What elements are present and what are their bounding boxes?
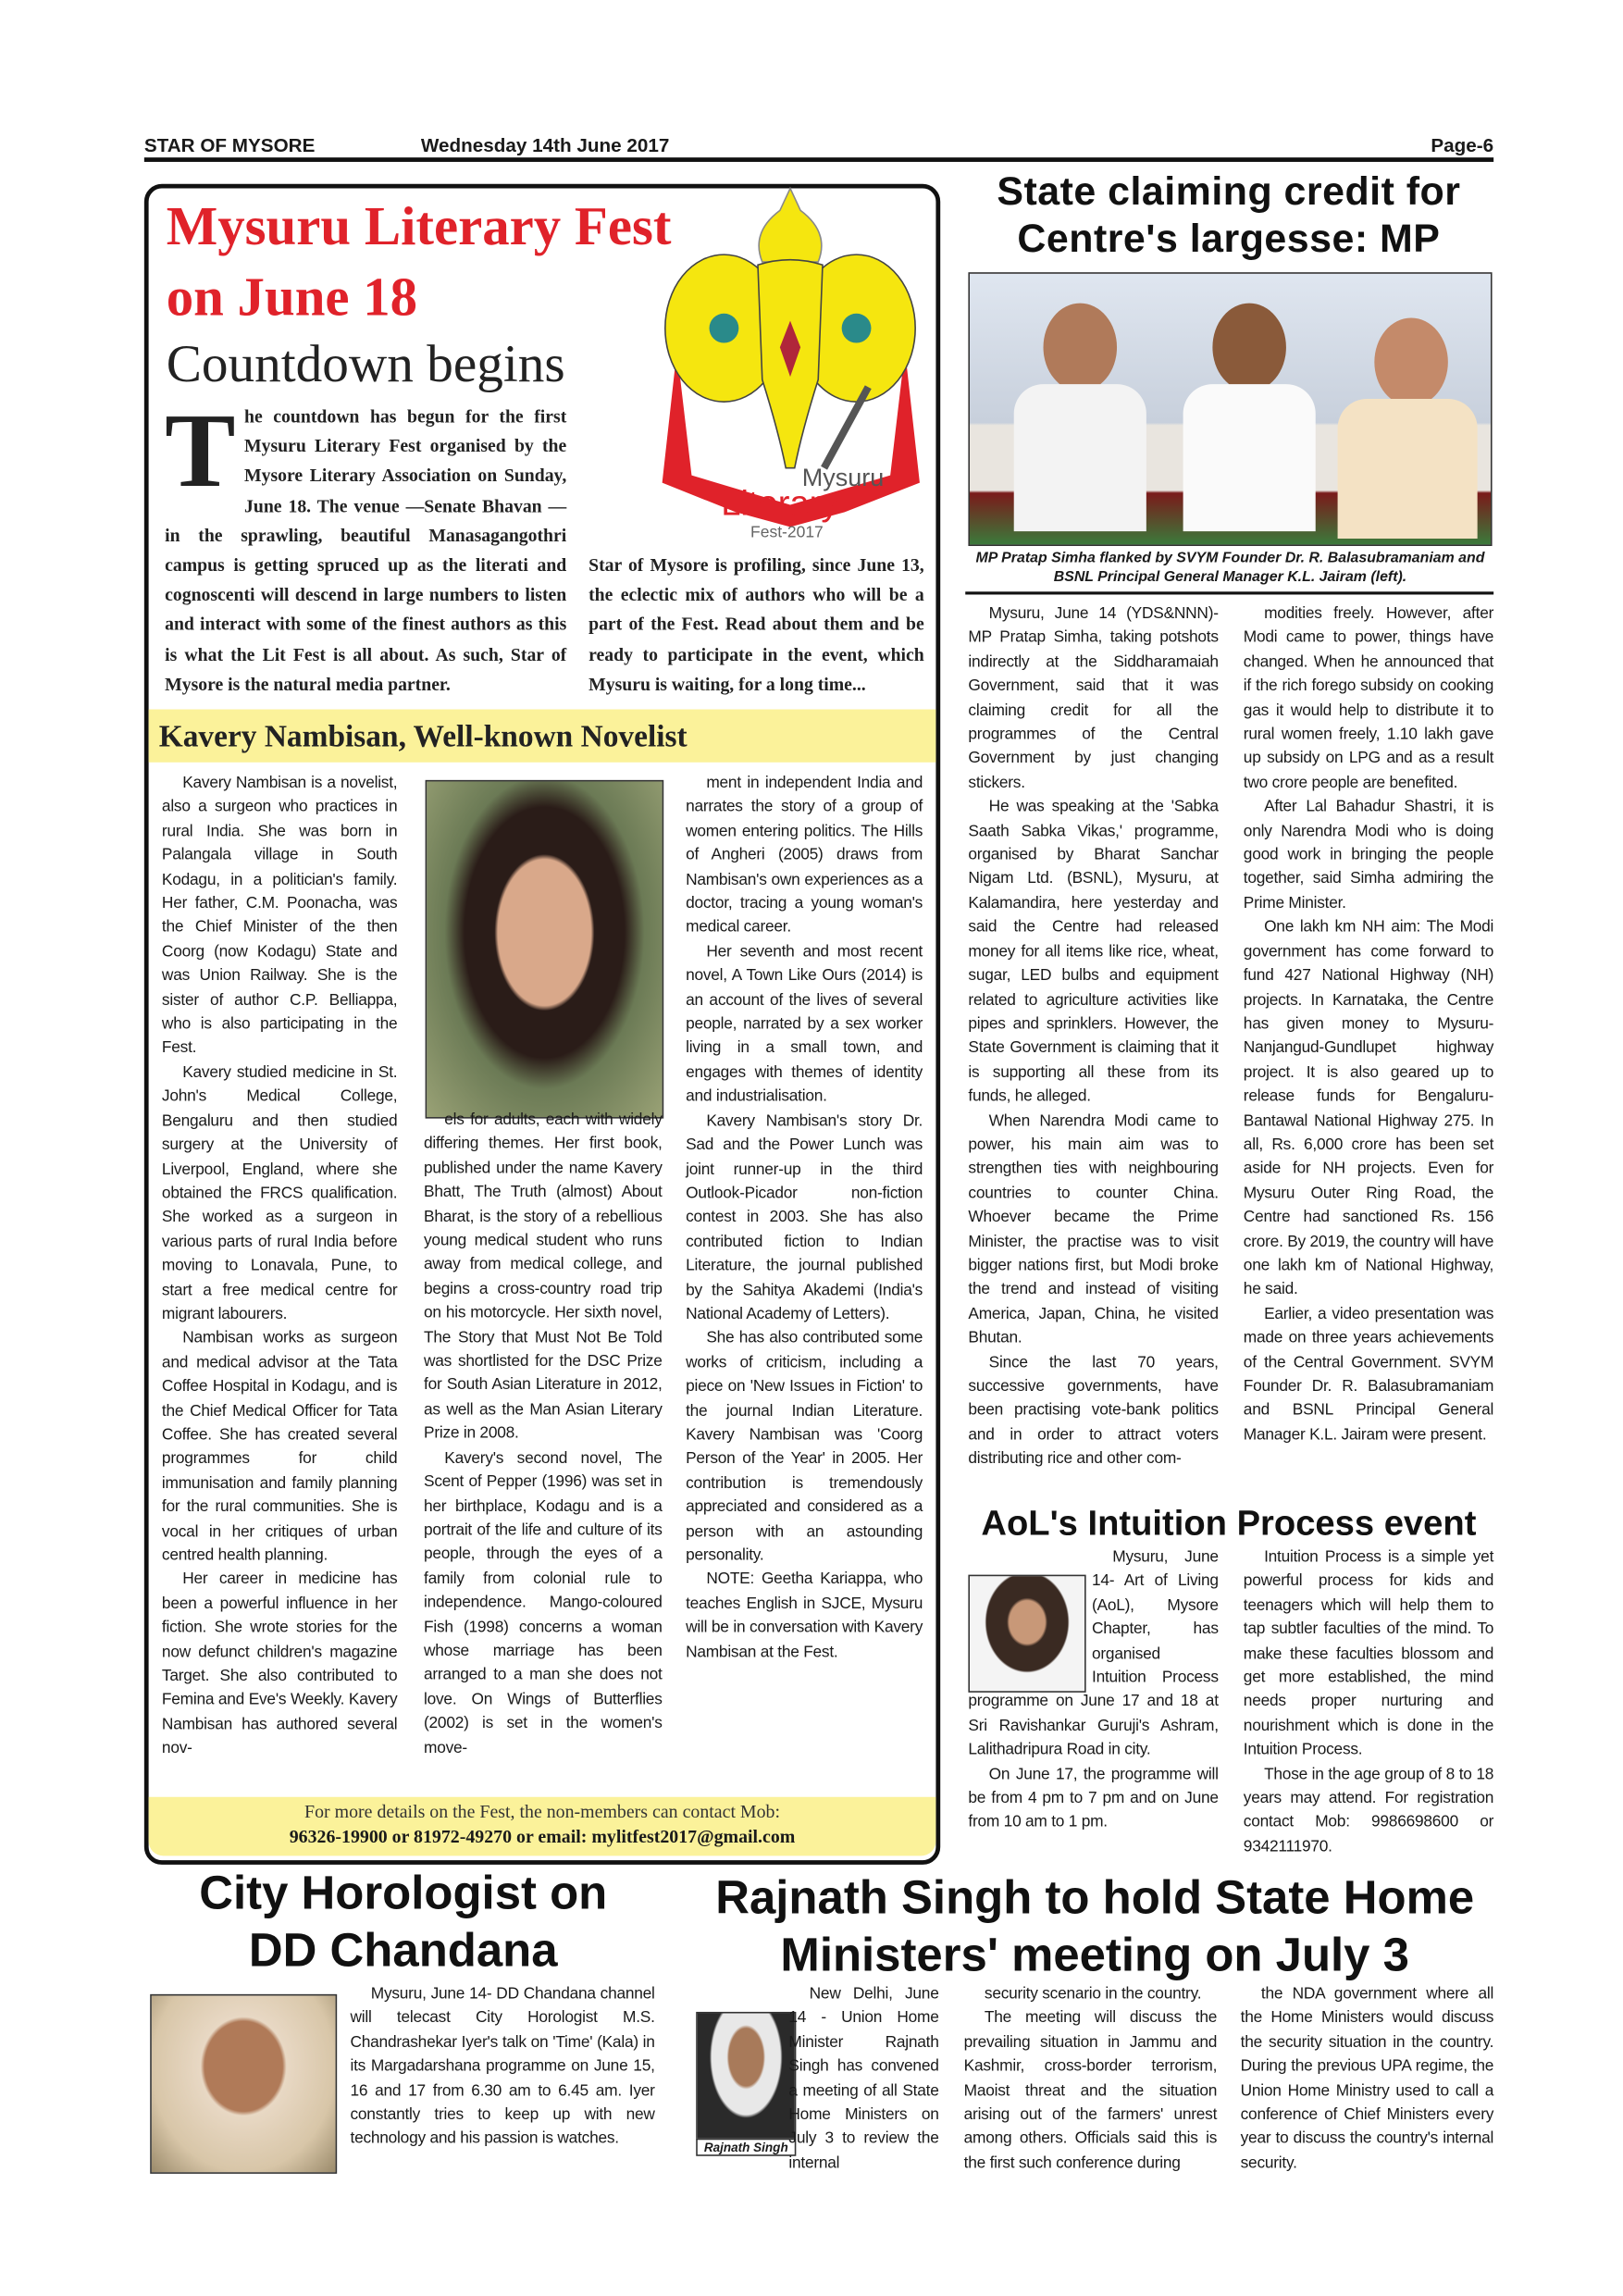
paragraph: Mysuru, June 14 (YDS&NNN)- MP Pratap Simha, taking potshots indirectly at the Siddharamaiah Government, said that it was claiming credit for all the programmes of the Central Government by just changing stickers.	[968, 604, 1219, 792]
paragraph: Mysuru, June 14- DD Chandana channel will telecast City Horologist M.S. Chandrashekar Iyer's talk on 'Time' (Kala) in its Margadarshana programme on June 15, 16 and 17 from 6.30 am to 6.45 am. Iyer constantly tries to keep up with new technology and his passion is watches.	[350, 1985, 655, 2148]
mp-col1	[968, 602, 1218, 1471]
litfest-intro-col1: The countdown has begun for the first Mysuru Literary Fest organised by the Mysore Literary Association on Sunday, June 18. The venue —Senate Bhavan — in the sprawling, beautiful Manasagangothri campus is getting spruced up as the literati and cognoscenti will descend in large numbers to listen and interact with some of the finest authors as this is what the Lit Fest is all about. As such, Star of Mysore is the natural media partner.	[165, 391, 567, 695]
paragraph: Kavery's second novel, The Scent of Pepper (1996) was set in her birthplace, Kodagu and is a portrait of the life and culture of its people, through the eyes of a family from colonial rule to independence. Mango-coloured Fish (1998) concerns a woman whose marriage has been arranged to a man she does not love. On Wings of Butterflies (2002) is set in the women's move-	[424, 1448, 663, 1757]
mp-headline: State claiming credit for Centre's largesse: MP	[997, 168, 1461, 261]
paragraph: Kavery Nambisan's story Dr. Sad and the Power Lunch was joint runner-up in the third Outlook-Picador non-fiction contest in 2003. She has also contributed fiction to Indian Literature, the journal published by the Sahitya Akademi (India's National Academy of Letters).	[686, 1111, 923, 1323]
caption-rule	[965, 591, 1493, 594]
aol-col1	[968, 1545, 1218, 1835]
paragraph: Her career in medicine has been a powerful influence in her fiction. She wrote stories for the now defunct children's magazine Target. She also contributed to Femina and Eve's Weekly. Kavery Nambisan has authored several nov-	[161, 1570, 398, 1758]
footer-contact-line: For more details on the Fest, the non-members can contact Mob:	[304, 1801, 781, 1822]
aol-col2	[1244, 1545, 1493, 1859]
paragraph: the NDA government where all the Home Ministers would discuss the security situation in the country. During the previous UPA regime, the Union Home Ministry used to call a conference of Chief Ministers every year to discuss the country's internal security.	[1240, 1985, 1494, 2173]
aol-headline: AoL's Intuition Process event	[981, 1504, 1477, 1545]
paragraph: Her seventh and most recent novel, A Town Like Ours (2014) is an account of the lives of several people, narrated by a sex worker living in a small town, and engages with themes of identity and industrialisation.	[686, 943, 923, 1106]
paragraph: ment in independent India and narrates the story of a group of women entering politics. The Hills of Angheri (2005) draws from Nambisan's own experiences as a doctor, tracing a young woman's medical career.	[686, 774, 923, 937]
paragraph: modities freely. However, after Modi came to power, things have changed. When he announced that if the rich forego subsidy on cooking gas it would help to distribute it to rural women freely, 1.10 lakh gave up subsidy on LPG and as a result two crore people are benefited.	[1243, 604, 1494, 792]
logo-text-mysuru: Mysuru	[801, 463, 885, 491]
mp-photo-caption: MP Pratap Simha flanked by SVYM Founder Dr. R. Balasubramaniam and BSNL Principal General Manager K.L. Jairam (left).	[975, 550, 1485, 586]
paragraph: The meeting will discuss the prevailing situation in Jammu and Kashmir, cross-border terrorism, Maoist threat and the situation arising out of the farmers' unrest among others. Officials said this is the first such conference during	[963, 2009, 1218, 2173]
litfest-intro-col2: Star of Mysore is profiling, since June 13, the eclectic mix of authors who will be a part of the Fest. Read about them and be ready to participate in the event, which Mysuru is waiting, for a long time...	[588, 554, 924, 695]
paragraph: NOTE: Geetha Kariappa, who teaches English in SJCE, Mysuru will be in conversation with Kavery Nambisan at the Fest.	[686, 1570, 923, 1661]
logo-text-fest: Fest-2017	[750, 522, 824, 541]
rajnath-headline: Rajnath Singh to hold State Home Ministers' meeting on July 3	[715, 1870, 1475, 1981]
rajnath-photo-caption: Rajnath Singh	[696, 2139, 796, 2156]
rajnath-col1	[706, 1982, 938, 2176]
paragraph: New Delhi, June 14 - Union Home Minister Rajnath Singh has convened a meeting of all State Home Ministers on July 3 to review the internal	[788, 1985, 939, 2173]
litfest-title-line1: Mysuru Literary Fest	[166, 197, 672, 258]
page-number: Page-6	[1431, 133, 1494, 156]
section-title: Kavery Nambisan, Well-known Novelist	[158, 718, 688, 754]
kavery-col3	[686, 771, 923, 1664]
paragraph: Kavery Nambisan is a novelist, also a surgeon who practices in rural India. She was born in Palangala village in South Kodagu, in a politician's family. Her father, C.M. Poonacha, was the Chief Minister of the then Coorg (now Kodagu) State and was Union Railway. She is the sister of author C.P. Belliappa, who is also participating in the Fest.	[161, 774, 398, 1058]
paragraph: After Lal Bahadur Shastri, it is only Narendra Modi who is doing good work in bringing the people together, said Simha admiring the Prime Minister.	[1243, 798, 1494, 912]
paragraph: Mysuru, June 14- Art of Living (AoL), Mysore Chapter, has organised Intuition Process programme on June 17 and 18 at Sri Ravishankar Guruji's Ashram, Lalithadripura Road in city.	[968, 1547, 1219, 1759]
kavery-col2	[424, 1108, 663, 1759]
paragraph: He was speaking at the 'Sabka Saath Sabka Vikas,' programme, organised by Bharat Sanchar Nigam Ltd. (BSNL), Mysuru, at Kalamandira, here yesterday and said the Centre had released money for all items like rice, wheat, sugar, LED bulbs and equipment related to agriculture activities like pipes and sprinklers. However, the State Government is claiming that it is supporting all these from its funds, he alleged.	[968, 798, 1219, 1106]
litfest-title-line2: on June 18	[166, 267, 418, 329]
horologist-photo	[150, 1994, 337, 2174]
paragraph: On June 17, the programme will be from 4 pm to 7 pm and on June from 10 am to 1 pm.	[968, 1765, 1219, 1832]
paragraph: She has also contributed some works of criticism, including a piece on 'New Issues in Fiction' to the journal Indian Literature. Kavery Nambisan was 'Coorg Person of the Year' in 2005. Her contribution is tremendously appreciated and considered as a person with an astounding personality.	[686, 1329, 923, 1565]
logo-text-literary: Literary	[721, 483, 839, 524]
paragraph: els for adults, each with widely differing themes. Her first book, published under the name Kavery Bhatt, The Truth (almost) About Bharat, is the story of a rebellious young medical student who runs away from medical college, and begins a cross-country road trip on his motorcycle. Her sixth novel, The Story that Must Not Be Told was shortlisted for the DSC Prize for South Asian Literature in 2012, as well as the Man Asian Literary Prize in 2008.	[424, 1111, 663, 1443]
horologist-headline: City Horologist on DD Chandana	[199, 1866, 608, 1977]
paragraph: Nambisan works as surgeon and medical advisor at the Tata Coffee Hospital in Kodagu, and is the Chief Medical Officer for Tata Coffee. She has created several programmes for child immunisation and family planning for the rural communities. She is vocal in her critiques of urban centred health planning.	[161, 1329, 398, 1565]
kavery-nambisan-photo	[426, 780, 664, 1119]
paragraph: One lakh km NH aim: The Modi government has come forward to fund 427 National Highway (NH) projects. In Karnataka, the Centre has given money to Mysuru-Nanjangud-Gundlupet highway project. It is also geared up to release funds for Bengaluru-Bantawal National Highway 275. In all, Rs. 6,000 crore has been set aside for NH projects. Even for Mysuru Outer Ring Road, the Centre had sanctioned Rs. 156 crore. By 2019, the country will have one lakh km of National Highway, he said.	[1243, 918, 1494, 1299]
mp-event-photo	[968, 272, 1492, 546]
issue-date: Wednesday 14th June 2017	[420, 133, 670, 156]
litfest-logo	[648, 174, 935, 542]
paragraph: security scenario in the country.	[984, 1985, 1202, 2004]
kavery-col1	[162, 771, 397, 1761]
paper-name: STAR OF MYSORE	[143, 133, 316, 156]
mp-col2	[1244, 602, 1493, 1446]
drop-cap: T	[165, 391, 236, 510]
rajnath-col3	[1241, 1982, 1494, 2176]
masthead-rule	[144, 157, 1493, 162]
rajnath-col2	[964, 1982, 1218, 2176]
paragraph: Those in the age group of 8 to 18 years may attend. For registration contact Mob: 9986698600 or 9342111970.	[1243, 1765, 1494, 1856]
paragraph: When Narendra Modi came to power, his main aim was to strengthen ties with neighbouring countries to counter China. Whoever became the Prime Minister, the practise was to visit bigger nations first, but Modi broke the trend and instead of visiting America, Japan, China, he visited Bhutan.	[968, 1111, 1219, 1347]
footer-contact-numbers: 96326-19900 or 81972-49270 or email: mylitfest2017@gmail.com	[289, 1826, 796, 1847]
paragraph: Earlier, a video presentation was made on three years achievements of the Central Government. SVYM Founder Dr. R. Balasubramaniam and BSNL Principal General Manager K.L. Jairam were present.	[1243, 1305, 1494, 1444]
horologist-body	[350, 1982, 654, 2152]
paragraph: Since the last 70 years, successive governments, have been practising vote-bank politics and in order to attract voters distributing rice and other com-	[968, 1353, 1219, 1468]
litfest-subtitle: Countdown begins	[166, 333, 565, 393]
paragraph: Intuition Process is a simple yet powerful process for kids and teenagers which will help them to tap subtler faculties of the mind. To make these faculties blossom and get more established, the mind needs proper nurturing and nourishment which is done in the Intuition Process.	[1243, 1547, 1494, 1759]
paragraph: Kavery studied medicine in St. John's Medical College, Bengaluru and then studied surgery at the University of Liverpool, England, where she obtained the FRCS qualification. She worked as a surgeon in various parts of rural India before moving to Lonavala, Pune, to start a free medical centre for migrant labourers.	[161, 1063, 398, 1323]
